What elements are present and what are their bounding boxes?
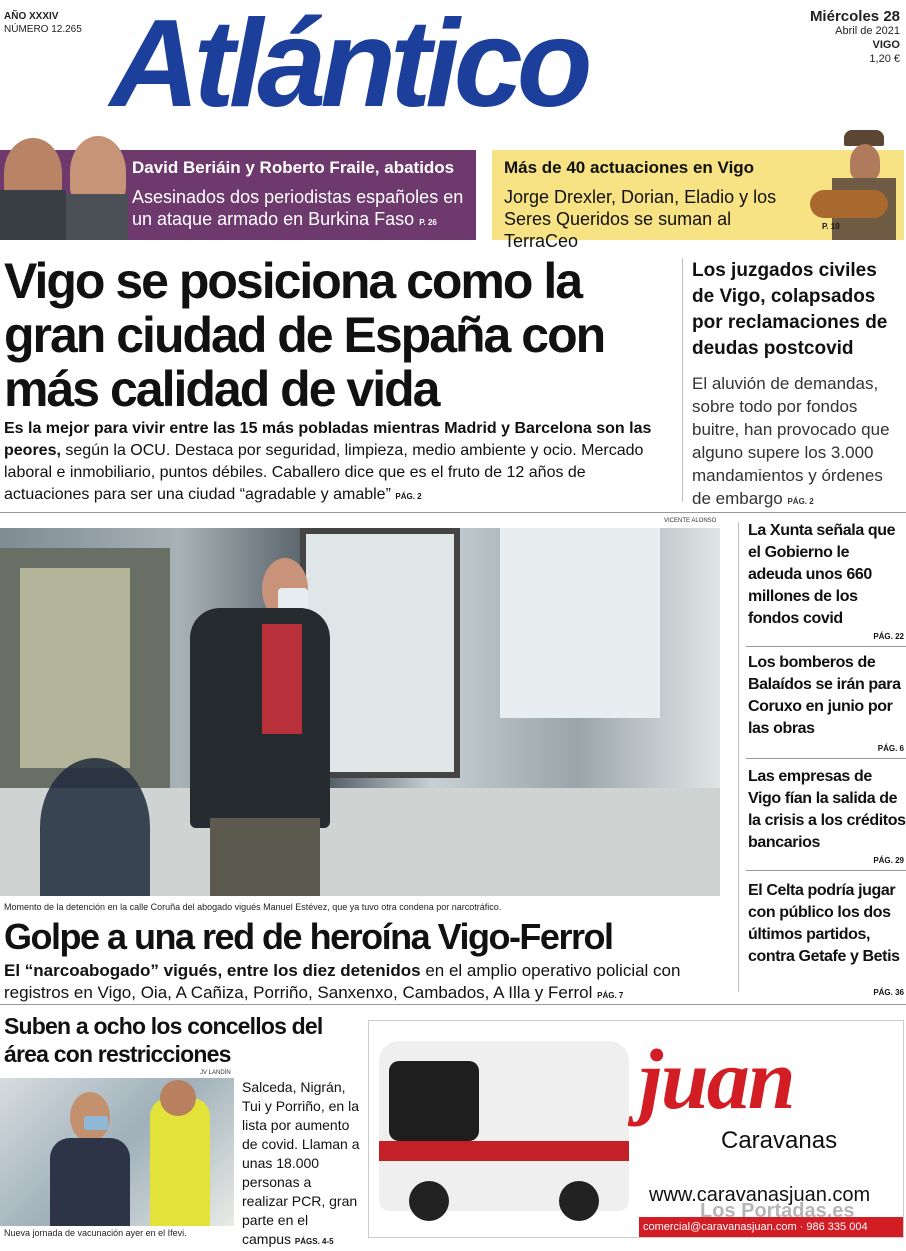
ad-brand: juan xyxy=(639,1031,794,1127)
brief-empresas-page: PÁG. 29 xyxy=(873,856,904,865)
wheel-icon xyxy=(559,1181,599,1221)
motorbike xyxy=(40,758,150,896)
promo-left-body: Asesinados dos periodistas españoles en un ataque armado en Burkina Faso P. 26 xyxy=(132,187,464,229)
column-divider xyxy=(682,258,683,502)
brief-bomberos-page: PÁG. 6 xyxy=(877,744,904,753)
red-shirt xyxy=(262,624,302,734)
day-number: 28 xyxy=(883,8,900,25)
shop-window-2 xyxy=(500,528,660,718)
brief-xunta[interactable]: La Xunta señala que el Gobierno le adeuda unos 660 millones de los fondos covid xyxy=(748,522,896,627)
brief-bomberos[interactable]: Los bomberos de Balaídos se irán para Coruxo en junio por las obras xyxy=(748,654,901,737)
promo-left-title: David Beriáin y Roberto Fraile, abatidos xyxy=(132,158,455,177)
brief-separator xyxy=(746,758,906,759)
nurse-vest xyxy=(150,1098,210,1226)
courts-headline[interactable]: Los juzgados civiles de Vigo, colapsados por reclamaciones de deudas postcovid xyxy=(692,260,888,359)
detainee-jacket xyxy=(190,608,330,828)
photo-caption: Momento de la detención en la calle Coruña del abogado vigués Manuel Estévez, que ya tuvo otra condena por narcotráfico. xyxy=(4,902,502,912)
year-label: AÑO XXXIV xyxy=(4,11,59,22)
briefs-divider xyxy=(738,522,739,992)
masthead-date xyxy=(810,10,900,66)
wheel-icon xyxy=(409,1181,449,1221)
ad-website-link[interactable]: www.caravanasjuan.com xyxy=(649,1184,871,1206)
heroin-headline[interactable]: Golpe a una red de heroína Vigo-Ferrol xyxy=(4,916,613,957)
photo-credit: VICENTE ALONSO xyxy=(664,518,717,524)
trousers xyxy=(210,818,320,896)
brief-celta-page: PÁG. 36 xyxy=(873,988,904,997)
brief-separator xyxy=(746,646,906,647)
patient-body xyxy=(50,1138,130,1226)
city-label: VIGO xyxy=(872,39,900,51)
concellos-headline[interactable]: Suben a ocho los concellos del área con restricciones xyxy=(4,1013,323,1067)
arrest-photo[interactable] xyxy=(0,528,720,896)
caravan-windshield xyxy=(389,1061,479,1141)
main-subheadline: Es la mejor para vivir entre las 15 más pobladas mientras Madrid y Barcelona son las peores, según la OCU. Destaca por seguridad, limpieza, medio ambiente y ocio. Mercado laboral e inmobiliario, puntos débiles. Caballero dice que es el fruto de 12 años de actuaciones para ser una ciudad “agradable y amable” PÁG. 2 xyxy=(4,420,652,503)
ad-subtitle: Caravanas xyxy=(721,1127,838,1154)
section-divider xyxy=(0,512,906,513)
promo-right-page: P. 10 xyxy=(822,222,840,231)
issue-number: NÚMERO 12.265 xyxy=(4,24,82,35)
promo-right-body: Jorge Drexler, Dorian, Eladio y los Seres Queridos se suman al TerraCeo xyxy=(504,187,777,251)
main-headline[interactable]: Vigo se posiciona como la gran ciudad de España con más calidad de vida xyxy=(4,253,605,417)
promo-concerts[interactable] xyxy=(492,150,904,251)
caravan-stripe xyxy=(379,1141,629,1161)
heroin-subheadline: El “narcoabogado” vigués, entre los diez detenidos en el amplio operativo policial con registros en Vigo, Oia, A Cañiza, Porriño, Sanxenxo, Cambados, A Illa y Ferrol PÁG. 7 xyxy=(4,961,681,1002)
concellos-body: Salceda, Nigrán, Tui y Porriño, en la lista por aumento de covid. Llaman a unas 18.000 personas a realizar PCR, gran parte en el campus PÁGS. 4-5 xyxy=(242,1079,360,1247)
guitar-icon xyxy=(810,190,888,218)
brief-xunta-page: PÁG. 22 xyxy=(873,632,904,641)
courts-body: El aluvión de demandas, sobre todo por fondos buitre, han provocado que alguno supere los 3.000 mandamientos y órdenes de embargo PÁG. 2 xyxy=(692,374,890,508)
mask-icon xyxy=(84,1116,108,1130)
section-divider xyxy=(0,1004,906,1005)
journalist-body-2 xyxy=(66,194,128,240)
brief-empresas[interactable]: Las empresas de Vigo fían la salida de la crisis a los créditos bancarios xyxy=(748,768,906,851)
nurse-head xyxy=(160,1080,196,1116)
weekday: Miércoles xyxy=(809,8,880,25)
month-year: Abril de 2021 xyxy=(835,25,900,37)
brief-celta[interactable]: El Celta podría jugar con público los dos últimos partidos, contra Getafe y Betis xyxy=(748,882,900,965)
promo-right-title: Más de 40 actuaciones en Vigo xyxy=(504,158,755,177)
journalist-body-1 xyxy=(0,190,66,240)
singer-photo xyxy=(850,144,880,180)
brief-separator xyxy=(746,870,906,871)
stairs xyxy=(20,568,130,768)
small-photo-caption: Nueva jornada de vacunación ayer en el Ifevi. xyxy=(4,1228,187,1238)
vaccination-photo[interactable] xyxy=(0,1078,234,1226)
price-label: 1,20 € xyxy=(869,53,900,65)
ad-contact-bar[interactable]: comercial@caravanasjuan.com · 986 335 004 xyxy=(639,1217,904,1238)
masthead-edition xyxy=(4,10,82,36)
promo-journalists[interactable] xyxy=(0,150,476,240)
small-photo-credit: JV LANDÍN xyxy=(200,1070,231,1076)
newspaper-logo[interactable]: Atlántico xyxy=(110,0,587,133)
watermark: Los Portadas.es xyxy=(700,1200,855,1222)
